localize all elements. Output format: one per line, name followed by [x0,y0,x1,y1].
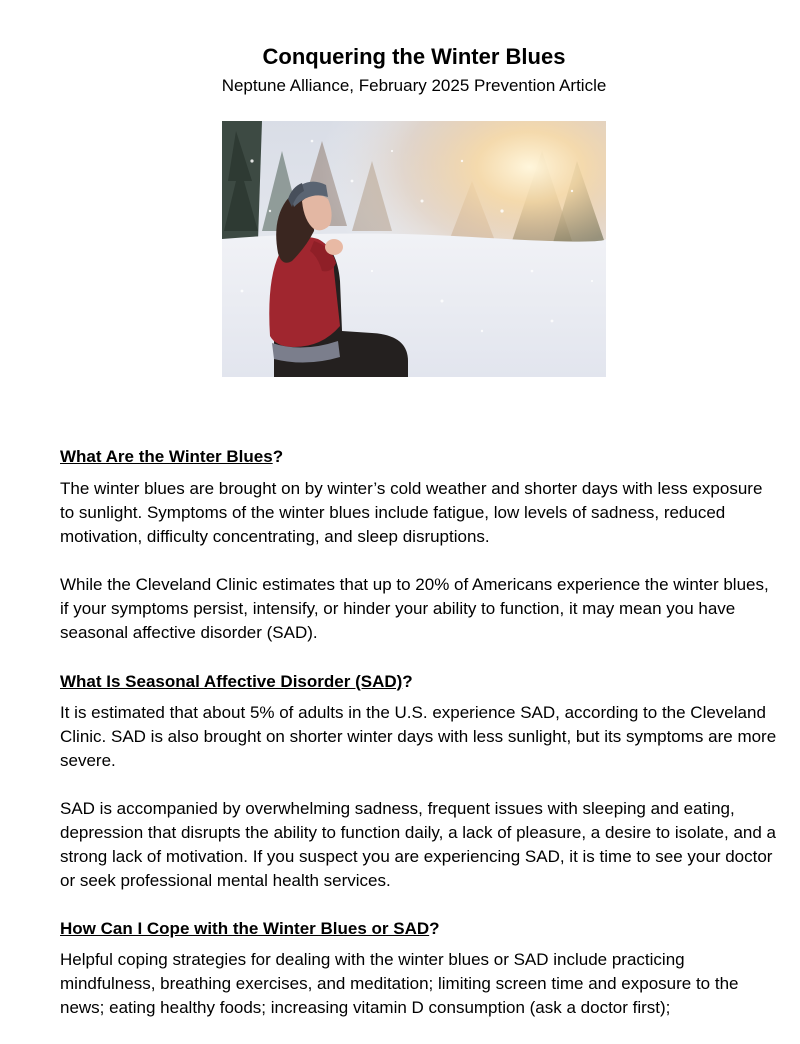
page-title: Conquering the Winter Blues [262,44,566,69]
section-heading-suffix: ? [272,447,284,466]
paragraph: SAD is accompanied by overwhelming sadness, frequent issues with sleeping and eating, depression that disrupts the ability to function daily, a lack of pleasure, a desire to isolate, and a strong lack of motivation. If you suspect you are experiencing SAD, it is time to see your doctor or seek professional mental health services. [60,799,776,890]
paragraph: While the Cleveland Clinic estimates that up to 20% of Americans experience the winter blues, if your symptoms persist, intensify, or hinder your ability to function, it may mean you have seasonal affective disorder (SAD). [60,575,769,642]
section-heading-sad [60,671,413,693]
section-heading-suffix: ? [402,672,413,691]
section-heading-coping [60,918,440,940]
paragraph: It is estimated that about 5% of adults in the U.S. experience SAD, according to the Cleveland Clinic. SAD is also brought on shorter winter days with less sunlight, but its symptoms are more severe. [60,703,777,770]
section-heading-suffix: ? [429,919,440,938]
page-subtitle: Neptune Alliance, February 2025 Prevention Article [221,76,607,95]
section-heading-text: How Can I Cope with the Winter Blues or SAD [60,919,430,938]
section-heading-text: What Are the Winter Blues [60,447,273,466]
paragraph: The winter blues are brought on by winter’s cold weather and shorter days with less exposure to sunlight. Symptoms of the winter blues include fatigue, low levels of sadness, reduced motivation, difficulty concentrating, and sleep disruptions. [60,479,763,546]
section-heading-winter-blues [60,446,283,468]
paragraph: Helpful coping strategies for dealing with the winter blues or SAD include practicing mindfulness, breathing exercises, and meditation; limiting screen time and exposure to the news; eating healthy foods; increasing vitamin D consumption (ask a doctor first); [60,950,739,1017]
section-heading-text: What Is Seasonal Affective Disorder (SAD) [60,672,403,691]
winter-woman-photo [222,121,606,377]
